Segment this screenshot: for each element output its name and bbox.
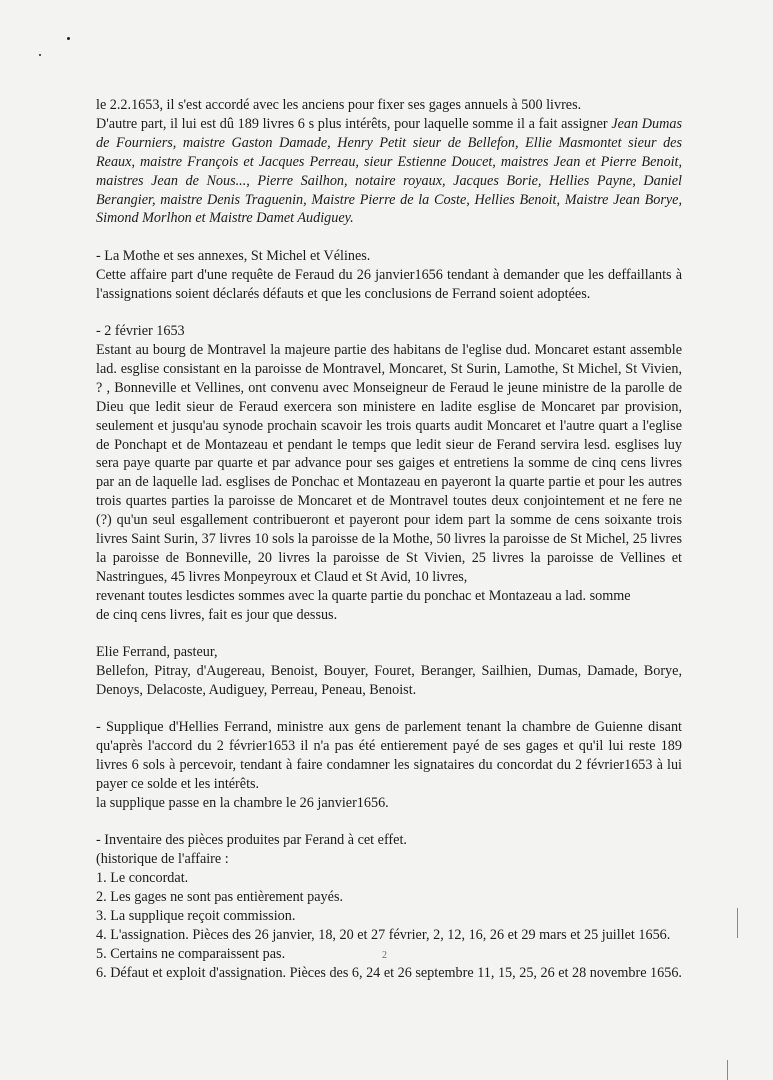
signatures-line-1: Elie Ferrand, pasteur, bbox=[96, 644, 218, 661]
assigned-names: Jean Dumas de Fourniers, maistre Gaston Damade, Henry Petit sieur de Bellefon, Ellie Masmontet sieur des Reaux, maistre François et Jacques Perreau, sieur Estienne Doucet, maistres Jean et Pierre Benoit, maistres Jean de Nous..., Pierre Sailhon, notaire royaux, Jacques Borie, Hellies Payne, Daniel Berangier, maistre Denis Traguenin, Maistre Pierre de la Coste, Hellies Benoit, Maistre Jean Borye, Simond Morlhon et Maistre Damet Audiguey. bbox=[96, 115, 682, 227]
scan-speck bbox=[67, 37, 70, 40]
feb-tail-1: revenant toutes lesdictes sommes avec la quarte partie du ponchac et Montazeau a lad. somme bbox=[96, 587, 631, 604]
inventaire-item: 4. L'assignation. Pièces des 26 janvier, 18, 20 et 27 février, 2, 12, 16, 26 et 29 mars et 25 juillet 1656. bbox=[96, 926, 671, 943]
signatures-line-2: Bellefon, Pitray, d'Augereau, Benoist, Bouyer, Fouret, Beranger, Sailhien, Dumas, Damade, Borye, Denoys, Delacoste, Audiguey, Perreau, Peneau, Benoist. bbox=[96, 662, 682, 698]
intro-line: le 2.2.1653, il s'est accordé avec les anciens pour fixer ses gages annuels à 500 livres. bbox=[96, 97, 582, 113]
scan-speck bbox=[39, 54, 41, 56]
feb-heading: - 2 février 1653 bbox=[96, 323, 185, 340]
margin-mark: 2 bbox=[382, 950, 387, 961]
mothe-body: Cette affaire part d'une requête de Feraud du 26 janvier1656 tendant à demander que les deffaillants à l'assignations soient déclarés défauts et que les conclusions de Ferrand soient adoptées. bbox=[96, 266, 682, 302]
inventaire-item: 1. Le concordat. bbox=[96, 870, 189, 887]
inventaire-heading: - Inventaire des pièces produites par Ferand à cet effet. bbox=[96, 832, 407, 849]
intro-text: D'autre part, il lui est dû 189 livres 6 s plus intérêts, pour laquelle somme il a fait assigner bbox=[96, 115, 612, 132]
supplique-line-2: la supplique passe en la chambre le 26 janvier1656. bbox=[96, 794, 389, 811]
scan-edge-mark bbox=[727, 1060, 728, 1080]
inventaire-item: 3. La supplique reçoit commission. bbox=[96, 907, 296, 924]
supplique-body: - Supplique d'Hellies Ferrand, ministre aux gens de parlement tenant la chambre de Guienne disant qu'après l'accord du 2 février1653 il n'a pas été entierement payé de ses gages et qu'il lui reste 189 livres 6 sols à percevoir, tendant à faire condamner les signataires du concordat du 2 février1653 à lui payer ce solde et les intérêts. bbox=[96, 719, 682, 792]
document-body bbox=[96, 96, 682, 983]
inventaire-item: 6. Défaut et exploit d'assignation. Pièces des 6, 24 et 26 septembre 11, 15, 25, 26 et 28 novembre 1656. bbox=[96, 964, 682, 981]
inventaire-sub: (historique de l'affaire : bbox=[96, 851, 229, 868]
inventaire-item: 2. Les gages ne sont pas entièrement payés. bbox=[96, 889, 344, 906]
scan-edge-mark bbox=[737, 908, 738, 938]
feb-body: Estant au bourg de Montravel la majeure partie des habitans de l'eglise dud. Moncaret estant assemble lad. esglise consistant en la paroisse de Montravel, Moncaret, St Surin, Lamothe, St Michel, St Vivien, ? , Bonneville et Vellines, ont convenu avec Monseigneur de Feraud le jeune ministre de la parolle de Dieu que ledit sieur de Feraud exercera son ministere en ladite esglise de Moncaret par provision, seulement et jusqu'au synode prochain scavoir les trois quarts audit Moncaret et l'autre quart a l'eglise de Ponchapt et de Montazeau et pendant le temps que ledit sieur de Ferand servira lesd. esglises luy sera paye quarte par quarte et par advance pour ses gaiges et entretiens la somme de cinq cens livres par an de laquelle lad. esglises de Ponchac et Montazeau en payeront la quarte partie et pour les autres trois quartes parties la paroisse de Moncaret et de Montravel toutes deux conjointement et ne fere ne (?) qu'un seul esgallement contribueront et payeront pour idem part la somme de cens soixante trois livres Saint Surin, 37 livres 10 sols la paroisse de la Mothe, 50 livres la paroisse de St Michel, 25 livres la paroisse de Bonneville, 20 livres la paroisse de St Vivien, 25 livres la paroisse de Vellines et Nastringues, 45 livres Monpeyroux et Claud et St Avid, 10 livres, bbox=[96, 341, 682, 585]
intro-paragraph bbox=[96, 115, 682, 228]
inventaire-item: 5. Certains ne comparaissent pas. bbox=[96, 945, 286, 962]
mothe-heading: - La Mothe et ses annexes, St Michel et Vélines. bbox=[96, 247, 371, 264]
feb-tail-2: de cinq cens livres, fait es jour que dessus. bbox=[96, 606, 338, 623]
